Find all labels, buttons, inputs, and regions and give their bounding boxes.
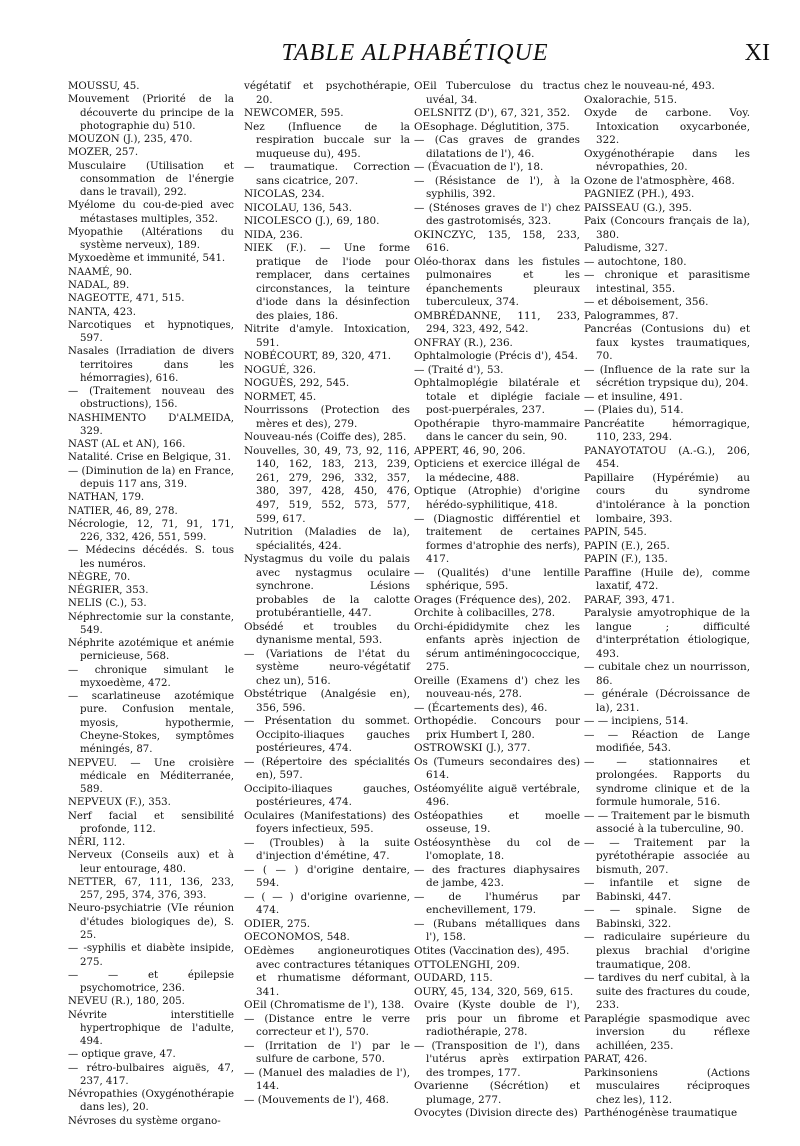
index-entry: MOUZON (J.), 235, 470. bbox=[68, 134, 193, 146]
index-entry: ONFRAY (R.), 236. bbox=[414, 336, 513, 349]
index-entry: ODIER, 275. bbox=[244, 917, 311, 930]
index-entry: OSTROWSKI (J.), 377. bbox=[414, 742, 531, 755]
index-entry: NICOLESCO (J.), 69, 180. bbox=[244, 215, 380, 228]
index-entry: Néphrectomie sur la constante, 549. bbox=[68, 611, 234, 636]
index-entry: Nutrition (Maladies de la), spécialités, 424. bbox=[244, 526, 410, 552]
index-entry: — (Écartements des), 46. bbox=[414, 701, 548, 714]
index-entry: Ostéomyélite aiguë vertébrale, 496. bbox=[414, 782, 580, 809]
index-entry: — chronique et parasitisme intestinal, 355. bbox=[584, 269, 750, 295]
index-entry: Opothérapie thyro-mammaire dans le cancer du sein, 90. bbox=[414, 417, 580, 444]
index-entry: Os (Tumeurs secondaires des) 614. bbox=[414, 755, 580, 782]
index-entry: — cubitale chez un nourrisson, 86. bbox=[584, 661, 750, 687]
index-entry: — scarlatineuse azotémique pure. Confusion mentale, myosis, hypothermie, Cheyne-Stokes, symptômes méningés, 87. bbox=[68, 691, 234, 756]
index-entry: OTTOLENGHI, 209. bbox=[414, 958, 520, 971]
index-entry: Paix (Concours français de la), 380. bbox=[584, 215, 750, 241]
index-entry: NETTER, 67, 111, 136, 233, 257, 295, 374, 376, 393. bbox=[68, 876, 234, 902]
index-entry: Ovaire (Kyste double de l'), pris pour un fibrome et radiothérapie, 278. bbox=[414, 999, 580, 1039]
index-entry: — générale (Décroissance de la), 231. bbox=[584, 688, 750, 714]
page-header bbox=[60, 40, 770, 74]
page-title: TABLE ALPHABÉTIQUE bbox=[281, 40, 549, 66]
index-entry: — des fractures diaphysaires de jambe, 423. bbox=[414, 863, 580, 890]
index-entry: — tardives du nerf cubital, à la suite des fractures du coude, 233. bbox=[584, 972, 750, 1012]
index-entry: — (Mouvements de l'), 468. bbox=[244, 1093, 389, 1106]
index-entry: Musculaire (Utilisation et consommation de l'énergie dans le travail), 292. bbox=[68, 160, 234, 199]
index-entry: Natalité. Crise en Belgique, 31. bbox=[68, 452, 231, 464]
index-entry: NORMET, 45. bbox=[244, 390, 317, 403]
index-entry: — (Résistance de l'), à la syphilis, 392. bbox=[414, 174, 580, 201]
index-entry: Paludisme, 327. bbox=[584, 242, 668, 255]
index-entry: Paralysie amyotrophique de la langue ; difficulté d'interprétation étiologique, 493. bbox=[584, 607, 750, 660]
index-entry: NÉGRIER, 353. bbox=[68, 585, 149, 597]
index-entry: — (Troubles) à la suite d'injection d'émétine, 47. bbox=[244, 836, 410, 863]
index-entry: — chronique simulant le myxoedème, 472. bbox=[68, 664, 234, 689]
index-entry: Mouvement (Priorité de la découverte du principe de la photographie du) 510. bbox=[68, 94, 234, 132]
index-entry: Oreille (Examens d') chez les nouveau-nés, 278. bbox=[414, 674, 580, 701]
index-entry: — (Irritation de l') par le sulfure de carbone, 570. bbox=[244, 1039, 410, 1066]
index-entry: Ophtalmoplégie bilatérale et totale et diplégie faciale post-puerpérales, 237. bbox=[414, 377, 580, 417]
index-entry: Papillaire (Hypérémie) au cours du syndrome d'intolérance à la ponction lombaire, 393. bbox=[584, 471, 750, 525]
index-entry: Optique (Atrophie) d'origine hérédo-syphilitique, 418. bbox=[414, 485, 580, 511]
index-entry: — -syphilis et diabète insipide, 275. bbox=[68, 943, 234, 968]
index-entry: Myxoedème et immunité, 541. bbox=[68, 253, 226, 265]
index-entry: OEsophage. Déglutition, 375. bbox=[414, 120, 570, 133]
index-entry: PAPIN, 545. bbox=[584, 526, 647, 539]
index-entry: Orchite à colibacilles, 278. bbox=[414, 607, 556, 620]
index-entry: — traumatique. Correction sans cicatrice, 207. bbox=[244, 161, 410, 187]
index-entry: Obsédé et troubles du dynanisme mental, 593. bbox=[244, 620, 410, 647]
index-entry: — — stationnaires et prolongées. Rapports du syndrome clinique et de la formule humorale, 516. bbox=[584, 755, 750, 809]
index-entry: NANTA, 423. bbox=[68, 306, 136, 318]
index-entry: — et insuline, 491. bbox=[584, 390, 683, 403]
index-entry: — (Diagnostic différentiel et traitement de certaines formes d'atrophie des nerfs), 417. bbox=[414, 512, 580, 566]
index-entry: OKINCZYC, 135, 158, 233, 616. bbox=[414, 228, 580, 255]
index-entry: — de l'humérus par enchevillement, 179. bbox=[414, 890, 580, 917]
index-entry: OELSNITZ (D'), 67, 321, 352. bbox=[414, 107, 571, 120]
index-entry: — (Cas graves de grandes dilatations de l'), 46. bbox=[414, 134, 580, 160]
index-entry: Oxygénothérapie dans les névropathies, 20. bbox=[584, 147, 750, 174]
index-entry: Nouvelles, 30, 49, 73, 92, 116, 140, 162, 183, 213, 239, 261, 279, 296, 332, 357, 380, 397, 428, 450, 476, 497, 519, 552, 573, 577, 599, 617. bbox=[244, 444, 410, 525]
index-entry: OUDARD, 115. bbox=[414, 972, 493, 985]
index-entry: — (Variations de l'état du système neuro-végétatif chez un), 516. bbox=[244, 647, 410, 687]
index-entry: chez le nouveau-né, 493. bbox=[584, 80, 715, 92]
index-entry: Pancréatite hémorragique, 110, 233, 294. bbox=[584, 417, 750, 444]
index-entry: Ostéosynthèse du col de l'omoplate, 18. bbox=[414, 836, 580, 863]
index-entry: MOZER, 257. bbox=[68, 147, 139, 159]
index-entry: NEPVEUX (F.), 353. bbox=[68, 797, 171, 809]
index-entry: PAPIN (F.), 135. bbox=[584, 553, 668, 566]
index-entry: — (Distance entre le verre correcteur et l'), 570. bbox=[244, 1012, 410, 1039]
index-entry: NOGUÈS, 292, 545. bbox=[244, 377, 350, 390]
index-entry: NEPVEU. — Une croisière médicale en Méditerranée, 589. bbox=[68, 757, 234, 796]
index-entry: Ovocytes (Division directe des) bbox=[414, 1107, 578, 1120]
index-entry: Oculaires (Manifestations) des foyers infectieux, 595. bbox=[244, 809, 410, 836]
index-entry: Ophtalmologie (Précis d'), 454. bbox=[414, 350, 578, 363]
index-entry: Nez (Influence de la respiration buccale sur la muqueuse du), 495. bbox=[244, 120, 410, 160]
index-entry: Orthopédie. Concours pour prix Humbert I, 280. bbox=[414, 715, 580, 741]
index-entry: NEWCOMER, 595. bbox=[244, 107, 344, 120]
index-entry: — (Rubans métalliques dans l'), 158. bbox=[414, 917, 580, 944]
index-entry: — (Manuel des maladies de l'), 144. bbox=[244, 1066, 410, 1093]
index-entry: Myopathie (Altérations du système nerveux), 189. bbox=[68, 226, 234, 252]
index-entry: — infantile et signe de Babinski, 447. bbox=[584, 877, 750, 903]
index-entry: — radiculaire supérieure du plexus brachial d'origine traumatique, 208. bbox=[584, 931, 750, 971]
index-entry: Nerf facial et sensibilité profonde, 112. bbox=[68, 810, 234, 835]
index-entry: Paraplégie spasmodique avec inversion du réflexe achilléen, 235. bbox=[584, 1012, 750, 1052]
index-entry: OURY, 45, 134, 320, 569, 615. bbox=[414, 985, 574, 998]
index-entry: Ovarienne (Sécrétion) et plumage, 277. bbox=[414, 1080, 580, 1106]
index-entry: Névrite interstitielle hypertrophique de l'adulte, 494. bbox=[68, 1009, 234, 1048]
index-entry: NASHIMENTO D'ALMEIDA, 329. bbox=[68, 412, 234, 437]
index-entry: — (Transposition de l'), dans l'utérus après extirpation des trompes, 177. bbox=[414, 1039, 580, 1079]
index-entry: Oxalorachie, 515. bbox=[584, 93, 678, 106]
index-entry: — autochtone, 180. bbox=[584, 255, 687, 268]
index-entry: Opticiens et exercice illégal de la médecine, 488. bbox=[414, 458, 580, 484]
index-entry: — ( — ) d'origine ovarienne, 474. bbox=[244, 890, 410, 917]
index-entry: Nouveau-nés (Coiffe des), 285. bbox=[244, 431, 407, 444]
index-entry: Parthénogénèse traumatique bbox=[584, 1107, 738, 1120]
index-entry: Nasales (Irradiation de divers territoires dans les hémorragies), 616. bbox=[68, 346, 234, 384]
index-column-2 bbox=[244, 80, 410, 1107]
index-entry: NÈGRE, 70. bbox=[68, 571, 131, 583]
index-entry: OEdèmes angioneurotiques avec contractures tétaniques et rhumatisme déformant, 341. bbox=[244, 945, 410, 998]
index-entry: Obstétrique (Analgésie en), 356, 596. bbox=[244, 688, 410, 714]
index-entry: — — incipiens, 514. bbox=[584, 715, 689, 728]
index-entry: NATHAN, 179. bbox=[68, 492, 145, 504]
page-number: XI bbox=[744, 40, 770, 66]
index-entry: Palogrammes, 87. bbox=[584, 309, 679, 322]
index-entry: NOBÉCOURT, 89, 320, 471. bbox=[244, 350, 392, 363]
index-entry: Occipito-iliaques gauches, postérieures, 474. bbox=[244, 782, 410, 809]
index-entry: PAGNIEZ (PH.), 493. bbox=[584, 188, 695, 201]
index-entry: OEil (Chromatisme de l'), 138. bbox=[244, 999, 405, 1012]
index-entry: PAISSEAU (G.), 395. bbox=[584, 201, 692, 214]
index-entry: NELIS (C.), 53. bbox=[68, 598, 147, 610]
index-column-4 bbox=[584, 80, 750, 1121]
index-entry: PARAF, 393, 471. bbox=[584, 593, 675, 606]
index-entry: Pancréas (Contusions du) et faux kystes traumatiques, 70. bbox=[584, 323, 750, 363]
index-column-3 bbox=[414, 80, 580, 1121]
index-entry: — — spinale. Signe de Babinski, 322. bbox=[584, 904, 750, 930]
index-entry: — (Sténoses graves de l') chez des gastrotomisés, 323. bbox=[414, 201, 580, 228]
index-entry: NADAL, 89. bbox=[68, 279, 130, 291]
index-entry: — Présentation du sommet. Occipito-iliaques gauches postérieures, 474. bbox=[244, 715, 410, 755]
index-entry: OECONOMOS, 548. bbox=[244, 931, 350, 944]
index-entry: Narcotiques et hypnotiques, 597. bbox=[68, 319, 234, 345]
index-entry: — (Influence de la rate sur la sécrétion trypsique du), 204. bbox=[584, 363, 750, 390]
index-entry: Oxyde de carbone. Voy. Intoxication oxycarbonée, 322. bbox=[584, 107, 750, 147]
index-entry: — — Traitement par la pyrétothérapie associée au bismuth, 207. bbox=[584, 836, 750, 876]
index-entry: NAST (AL et AN), 166. bbox=[68, 439, 186, 451]
index-entry: — (Évacuation de l'), 18. bbox=[414, 161, 544, 174]
index-entry: PAPIN (E.), 265. bbox=[584, 539, 670, 552]
index-entry: MOUSSU, 45. bbox=[68, 81, 140, 92]
index-entry: Neuro-psychiatrie (VIe réunion d'études biologiques de), S. 25. bbox=[68, 903, 234, 941]
index-entry: NAGEOTTE, 471, 515. bbox=[68, 293, 185, 305]
index-entry: Orchi-épididymite chez les enfants après injection de sérum antiméningococcique, 275. bbox=[414, 620, 580, 674]
index-entry: PARAT, 426. bbox=[584, 1053, 648, 1066]
index-entry: NIEK (F.). — Une forme pratique de l'iode pour remplacer, dans certaines circonstances, la teinture d'iode dans la désinfection des plaies, 186. bbox=[244, 242, 410, 322]
index-entry: Ostéopathies et moelle osseuse, 19. bbox=[414, 809, 580, 836]
index-entry: Myélome du cou-de-pied avec métastases multiples, 352. bbox=[68, 200, 234, 225]
index-entry: PANAYOTATOU (A.-G.), 206, 454. bbox=[584, 444, 750, 471]
index-entry: — (Répertoire des spécialités en), 597. bbox=[244, 755, 410, 782]
index-entry: — — Traitement par le bismuth associé à la tuberculine, 90. bbox=[584, 809, 750, 836]
index-entry: — rétro-bulbaires aiguës, 47, 237, 417. bbox=[68, 1062, 234, 1087]
index-entry: — ( — ) d'origine dentaire, 594. bbox=[244, 863, 410, 890]
index-entry: — (Traité d'), 53. bbox=[414, 363, 504, 376]
index-entry: Otites (Vaccination des), 495. bbox=[414, 945, 570, 957]
index-entry: Nécrologie, 12, 71, 91, 171, 226, 332, 426, 551, 599. bbox=[68, 518, 234, 544]
index-entry: APPERT, 46, 90, 206. bbox=[414, 444, 526, 457]
index-entry: OMBRÉDANNE, 111, 233, 294, 323, 492, 542. bbox=[414, 309, 580, 336]
index-entry: Nitrite d'amyle. Intoxication, 591. bbox=[244, 323, 410, 349]
index-entry: Nourrissons (Protection des mères et des), 279. bbox=[244, 404, 410, 430]
index-entry: NICOLAS, 234. bbox=[244, 188, 325, 201]
index-entry: Nystagmus du voile du palais avec nystagmus oculaire synchrone. Lésions probables de la calotte protubérantielle, 447. bbox=[244, 553, 410, 620]
index-entry: — (Plaies du), 514. bbox=[584, 404, 684, 417]
index-entry: Névropathies (Oxygénothérapie dans les), 20. bbox=[68, 1089, 234, 1114]
index-entry: — Médecins décédés. S. tous les numéros. bbox=[68, 545, 234, 570]
index-entry: végétatif et psychothérapie, 20. bbox=[244, 80, 410, 106]
index-entry: Néphrite azotémique et anémie pernicieuse, 568. bbox=[68, 638, 234, 663]
index-entry: Névroses du système organo- bbox=[68, 1115, 221, 1127]
index-entry: NATIER, 46, 89, 278. bbox=[68, 505, 178, 517]
index-entry: NAAMÉ, 90. bbox=[68, 266, 133, 278]
index-entry: Parkinsoniens (Actions musculaires réciproques chez les), 112. bbox=[584, 1066, 750, 1106]
index-entry: — (Traitement nouveau des obstructions), 156. bbox=[68, 386, 234, 411]
index-entry: — et déboisement, 356. bbox=[584, 296, 709, 309]
index-entry: Ozone de l'atmosphère, 468. bbox=[584, 174, 735, 187]
index-column-1 bbox=[68, 80, 234, 1128]
index-entry: — (Qualités) d'une lentille sphérique, 595. bbox=[414, 566, 580, 593]
index-entry: — optique grave, 47. bbox=[68, 1049, 176, 1061]
index-entry: NIDA, 236. bbox=[244, 228, 303, 241]
index-entry: Orages (Fréquence des), 202. bbox=[414, 593, 571, 606]
index-entry: NÉRI, 112. bbox=[68, 837, 126, 849]
index-entry: — — Réaction de Lange modifiée, 543. bbox=[584, 728, 750, 755]
index-entry: NEVEU (R.), 180, 205. bbox=[68, 996, 185, 1008]
index-entry: OEil Tuberculose du tractus uvéal, 34. bbox=[414, 80, 580, 106]
index-entry: — — et épilepsie psychomotrice, 236. bbox=[68, 969, 234, 995]
index-entry: — (Diminution de la) en France, depuis 117 ans, 319. bbox=[68, 465, 234, 490]
index-entry: NOGUÉ, 326. bbox=[244, 363, 316, 376]
index-entry: NICOLAU, 136, 543. bbox=[244, 201, 353, 214]
index-entry: Oléo-thorax dans les fistules pulmonaires et les épanchements pleuraux tuberculeux, 374. bbox=[414, 255, 580, 309]
index-entry: Nerveux (Conseils aux) et à leur entourage, 480. bbox=[68, 850, 234, 875]
index-entry: Paraffine (Huile de), comme laxatif, 472. bbox=[584, 566, 750, 593]
index-columns bbox=[68, 80, 760, 1130]
